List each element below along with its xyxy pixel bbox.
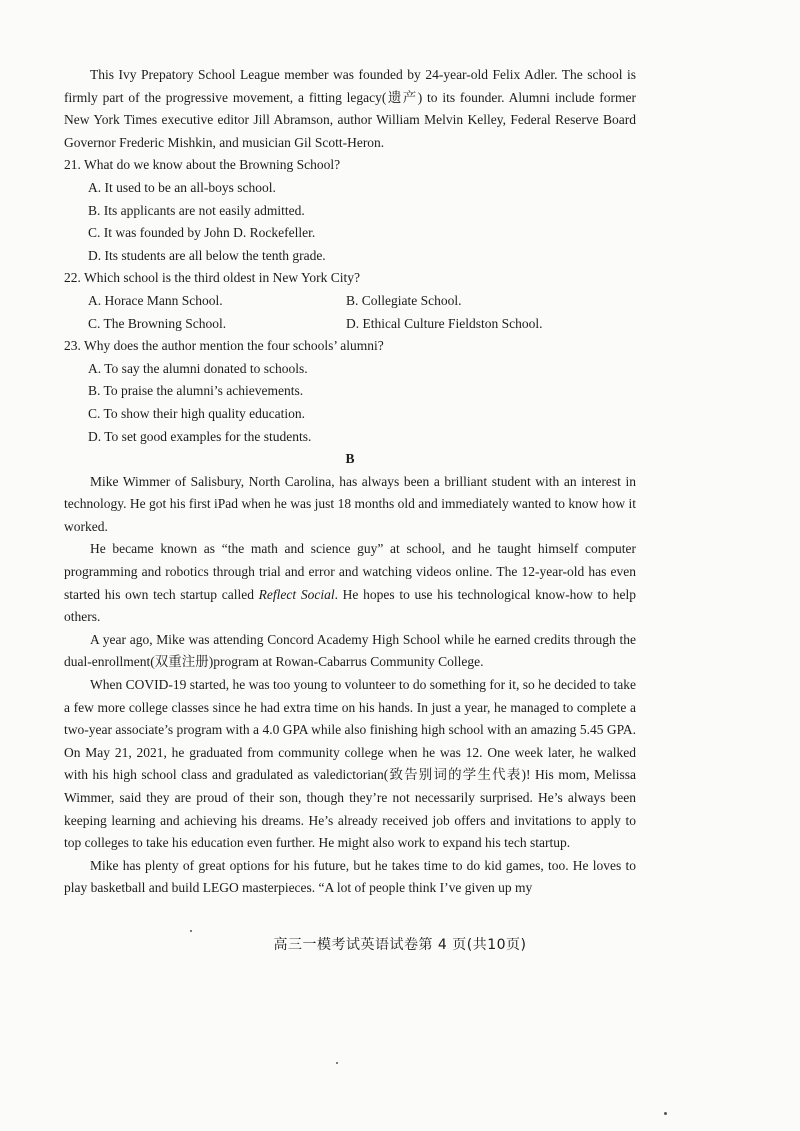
question-23 [64, 335, 636, 448]
section-b-heading: B [345, 451, 355, 467]
page-content [64, 64, 636, 900]
option-c: C. The Browning School. [88, 315, 227, 331]
option-d: D. Its students are all below the tenth grade. [88, 247, 326, 263]
option-b: B. To praise the alumni’s achievements. [88, 383, 304, 399]
passage-b-paragraph-1: Mike Wimmer of Salisbury, North Carolina, has always been a brilliant student with an interest in technology. He got his first iPad when he was just 18 months old and immediately wanted to know how it worked. [64, 473, 636, 534]
passage-b-paragraph-3: A year ago, Mike was attending Concord Academy High School while he earned credits through the dual-enrollment(双重注册)program at Rowan-Cabarrus Community College. [64, 631, 636, 670]
startup-name: Reflect Social [258, 586, 335, 602]
question-22 [64, 267, 636, 335]
question-stem: 22. Which school is the third oldest in New York City? [64, 270, 360, 286]
option-b: B. Its applicants are not easily admitted. [88, 202, 305, 218]
passage-a-paragraph: This Ivy Prepatory School League member was founded by 24-year-old Felix Adler. The school is firmly part of the progressive movement, a fitting legacy(遗产) to its founder. Alumni include former New York Times executive editor Jill Abramson, author William Melvin Kelley, Federal Reserve Board Governor Frederic Mishkin, and musician Gil Scott-Heron. [64, 67, 636, 150]
question-stem: 23. Why does the author mention the four schools’ alumni? [64, 338, 384, 354]
scan-speck [190, 930, 192, 932]
paragraph-text: He became known as “the math and science guy” at school, and he taught himself computer programming and robotics through trial and error and watching videos online. The 12-year-old has even started his own tech startup called [64, 541, 636, 602]
option-d: D. Ethical Culture Fieldston School. [346, 315, 543, 331]
option-b: B. Collegiate School. [346, 292, 462, 308]
scan-speck [336, 1062, 338, 1064]
option-d: D. To set good examples for the students. [88, 428, 312, 444]
option-a: A. It used to be an all-boys school. [88, 179, 276, 195]
passage-b-paragraph-5: Mike has plenty of great options for his future, but he takes time to do kid games, too. He loves to play basketball and build LEGO masterpieces. “A lot of people think I’ve given up my [64, 857, 636, 896]
option-c: C. It was founded by John D. Rockefeller. [88, 225, 316, 241]
question-stem: 21. What do we know about the Browning School? [64, 157, 341, 173]
paragraph-text: . He hopes to use his technological know-how to help others. [64, 586, 636, 625]
option-a: A. Horace Mann School. [88, 292, 223, 308]
passage-b-paragraph-2 [64, 538, 636, 628]
passage-b-paragraph-4: When COVID-19 started, he was too young to volunteer to do something for it, so he decided to take a few more college classes since he had extra time on his hands. In just a year, he managed to complete a two-year associate’s program with a 4.0 GPA while also finishing high school with an amazing 5.45 GPA. On May 21, 2021, he graduated from community college when he was 12. One week later, he walked with his high school class and gradulated as valedictorian(致告别词的学生代表)! His mom, Melissa Wimmer, said they are proud of their son, though they’re not necessarily surprised. He’s always been keeping learning and achieving his dreams. He’s already received job offers and invitations to apply to top colleges to take his education even further. He might also work to expand his tech startup. [64, 677, 636, 851]
option-row [88, 290, 636, 313]
page-footer: 高三一模考试英语试卷第 4 页(共10页) [273, 937, 527, 953]
question-21 [64, 154, 636, 267]
option-a: A. To say the alumni donated to schools. [88, 360, 308, 376]
option-row [88, 313, 636, 336]
option-c: C. To show their high quality education. [88, 405, 306, 421]
scan-speck [664, 1112, 667, 1115]
